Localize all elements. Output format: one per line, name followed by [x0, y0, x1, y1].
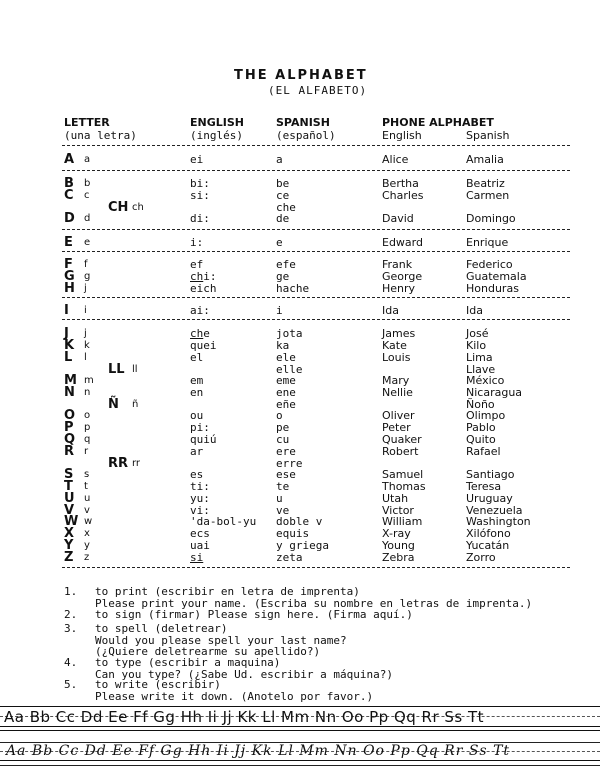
phone-word-spanish: Yucatán	[466, 539, 510, 552]
row-divider	[62, 145, 570, 146]
letter-lowercase: r	[84, 446, 89, 457]
spanish-pronunciation: e	[276, 236, 283, 249]
letter-lowercase: o	[84, 410, 91, 421]
letter-lowercase: b	[84, 178, 91, 189]
spanish-pronunciation: elle	[276, 363, 303, 376]
english-pronunciation: ei	[190, 153, 204, 166]
spanish-pronunciation: cu	[276, 433, 290, 446]
row-divider	[62, 229, 570, 230]
phone-word-english: Kate	[382, 339, 407, 352]
phone-word-english: Bertha	[382, 177, 419, 190]
spanish-pronunciation: zeta	[276, 551, 303, 564]
letter-uppercase: E	[64, 235, 73, 250]
english-pronunciation: en	[190, 386, 204, 399]
phone-word-spanish: Guatemala	[466, 270, 527, 283]
english-pronunciation: quiú	[190, 433, 217, 446]
strip-line	[0, 730, 600, 731]
phone-word-spanish: Carmen	[466, 189, 510, 202]
cursive-letters: Aa Bb Cc Dd Ee Ff Gg Hh Ii Jj Kk Ll Mm Nn Oo Pp Qq Rr Ss Tt	[6, 743, 511, 759]
letter-uppercase: H	[64, 281, 75, 296]
english-pronunciation: di:	[190, 212, 210, 225]
letter-uppercase: Y	[64, 538, 74, 553]
phone-word-spanish: Teresa	[466, 480, 502, 493]
spanish-pronunciation: efe	[276, 258, 296, 271]
english-pronunciation: pi:	[190, 421, 210, 434]
page-title: THE ALPHABET	[234, 68, 368, 83]
row-divider	[62, 297, 570, 298]
header-english: ENGLISH	[190, 116, 244, 129]
english-pronunciation: bi:	[190, 177, 210, 190]
phone-word-spanish: Llave	[466, 363, 496, 376]
phone-word-english: Peter	[382, 421, 411, 434]
spanish-pronunciation: ka	[276, 339, 290, 352]
spanish-pronunciation: ese	[276, 468, 296, 481]
phone-word-spanish: Nicaragua	[466, 386, 523, 399]
phone-word-english: Robert	[382, 445, 419, 458]
english-pronunciation: yu:	[190, 492, 210, 505]
phone-word-english: Edward	[382, 236, 423, 249]
spanish-pronunciation: y griega	[276, 539, 329, 552]
spanish-pronunciation: ce	[276, 189, 290, 202]
print-letters: Aa Bb Cc Dd Ee Ff Gg Hh Ii Jj Kk Ll Mm Nn Oo Pp Qq Rr Ss Tt	[4, 708, 485, 726]
phone-word-english: Victor	[382, 504, 414, 517]
phone-word-english: Alice	[382, 153, 409, 166]
strip-line	[0, 706, 600, 707]
letter-lowercase: e	[84, 237, 91, 248]
letter-uppercase: I	[64, 303, 69, 318]
letter-uppercase: T	[64, 479, 73, 494]
page-subtitle: (EL ALFABETO)	[268, 84, 368, 97]
note-line: to print (escribir en letra de imprenta)	[95, 585, 360, 598]
phone-word-english: David	[382, 212, 414, 225]
row-divider	[62, 170, 570, 171]
letter-uppercase: B	[64, 176, 74, 191]
phone-word-spanish: Federico	[466, 258, 513, 271]
letter-lowercase: y	[84, 540, 90, 551]
phone-word-spanish: Quito	[466, 433, 496, 446]
note-line: to sign (firmar) Please sign here. (Firma aquí.)	[95, 608, 413, 621]
english-pronunciation: si	[190, 551, 204, 564]
letter-lowercase: d	[84, 213, 91, 224]
phone-word-english: Zebra	[382, 551, 415, 564]
letter-lowercase: ll	[132, 364, 138, 375]
header-phone-spanish: Spanish	[466, 129, 510, 142]
letter-lowercase: l	[84, 352, 87, 363]
letter-uppercase: P	[64, 420, 74, 435]
english-pronunciation: es	[190, 468, 204, 481]
letter-uppercase: S	[64, 467, 74, 482]
note-line: Would you please spell your last name?	[95, 633, 347, 647]
english-pronunciation: ou	[190, 409, 204, 422]
letter-lowercase: s	[84, 469, 90, 480]
letter-lowercase: z	[84, 552, 90, 563]
phone-word-spanish: Uruguay	[466, 492, 513, 505]
phone-word-english: Samuel	[382, 468, 424, 481]
note-number: 4.	[64, 656, 78, 669]
header-english-sub: (inglés)	[190, 129, 243, 142]
spanish-pronunciation: te	[276, 480, 290, 493]
note-line: Can you type? (¿Sabe Ud. escribir a máquina?)	[95, 667, 394, 681]
phone-word-spanish: Pablo	[466, 421, 496, 434]
header-letter: LETTER	[64, 116, 110, 129]
letter-lowercase: x	[84, 528, 90, 539]
header-spanish: SPANISH	[276, 116, 330, 129]
spanish-pronunciation: ene	[276, 386, 296, 399]
phone-word-english: Louis	[382, 351, 411, 364]
english-pronunciation: 'da-bol-yu	[190, 515, 257, 528]
row-divider	[62, 251, 570, 252]
phone-word-spanish: Kilo	[466, 339, 487, 352]
phone-word-english: Mary	[382, 374, 410, 387]
note-line: to type (escribir a maquina)	[95, 656, 281, 669]
phone-word-english: Utah	[382, 492, 409, 505]
note-line: (¿Quiere deletrearme su apellido?)	[95, 645, 321, 659]
letter-lowercase: c	[84, 190, 90, 201]
header-phone: PHONE ALPHABET	[382, 116, 494, 129]
phone-word-english: Frank	[382, 258, 413, 271]
phone-word-spanish: Venezuela	[466, 504, 523, 517]
phone-word-spanish: Olimpo	[466, 409, 506, 422]
phone-word-spanish: México	[466, 374, 505, 387]
print-practice-strip	[0, 704, 600, 738]
letter-lowercase: f	[84, 259, 88, 270]
letter-lowercase: rr	[132, 458, 141, 469]
phone-word-english: George	[382, 270, 423, 283]
english-pronunciation: ar	[190, 445, 204, 458]
spanish-pronunciation: eme	[276, 374, 296, 387]
english-pronunciation: eich	[190, 282, 217, 295]
note-number: 3.	[64, 622, 78, 635]
phone-word-spanish: Zorro	[466, 551, 496, 564]
english-pronunciation: el	[190, 351, 204, 364]
spanish-pronunciation: a	[276, 153, 283, 166]
letter-uppercase: Z	[64, 550, 74, 565]
letter-uppercase: X	[64, 526, 75, 541]
phone-word-english: Young	[382, 539, 415, 552]
cursive-practice-strip	[0, 740, 600, 774]
spanish-pronunciation: ere	[276, 445, 296, 458]
row-divider	[62, 319, 570, 320]
english-pronunciation: ai:	[190, 304, 210, 317]
letter-lowercase: t	[84, 481, 88, 492]
english-pronunciation: vi:	[190, 504, 210, 517]
letter-uppercase: U	[64, 491, 75, 506]
english-pronunciation: uai	[190, 539, 210, 552]
spanish-pronunciation: i	[276, 304, 283, 317]
spanish-pronunciation: erre	[276, 457, 303, 470]
letter-lowercase: ch	[132, 202, 144, 213]
spanish-pronunciation: u	[276, 492, 283, 505]
letter-lowercase: j	[84, 328, 87, 339]
phone-word-english: William	[382, 515, 423, 528]
phone-word-spanish: Enrique	[466, 236, 509, 249]
letter-lowercase: ñ	[132, 399, 139, 410]
english-pronunciation: si:	[190, 189, 210, 202]
letter-lowercase: v	[84, 505, 90, 516]
letter-uppercase: CH	[108, 200, 129, 215]
note-line: Please write it down. (Anotelo por favor.)	[95, 689, 374, 703]
note-number: 5.	[64, 678, 78, 691]
strip-line	[0, 726, 600, 727]
phone-word-spanish: Beatriz	[466, 177, 505, 190]
header-spanish-sub: (español)	[276, 129, 336, 142]
letter-uppercase: A	[64, 152, 75, 167]
phone-word-spanish: Washington	[466, 515, 531, 528]
letter-lowercase: p	[84, 422, 91, 433]
letter-uppercase: O	[64, 408, 76, 423]
phone-word-spanish: Lima	[466, 351, 493, 364]
letter-lowercase: w	[84, 516, 93, 527]
spanish-pronunciation: ve	[276, 504, 290, 517]
letter-uppercase: R	[64, 444, 75, 459]
english-pronunciation: em	[190, 374, 204, 387]
spanish-pronunciation: jota	[276, 327, 303, 340]
phone-word-spanish: Santiago	[466, 468, 515, 481]
letter-uppercase: D	[64, 211, 75, 226]
note-number: 1.	[64, 585, 78, 598]
letter-lowercase: u	[84, 493, 91, 504]
phone-word-english: X-ray	[382, 527, 411, 540]
strip-line	[0, 760, 600, 761]
note-line: Please print your name. (Escriba su nombre en letras de imprenta.)	[95, 596, 533, 610]
spanish-pronunciation: hache	[276, 282, 310, 295]
phone-word-english: Charles	[382, 189, 424, 202]
spanish-pronunciation: eñe	[276, 398, 296, 411]
phone-word-spanish: Domingo	[466, 212, 516, 225]
spanish-pronunciation: be	[276, 177, 290, 190]
english-pronunciation: quei	[190, 339, 217, 352]
letter-uppercase: J	[64, 326, 69, 341]
letter-lowercase: k	[84, 340, 90, 351]
spanish-pronunciation: equis	[276, 527, 310, 540]
letter-lowercase: a	[84, 154, 91, 165]
english-pronunciation: ti:	[190, 480, 210, 493]
letter-uppercase: RR	[108, 456, 129, 471]
spanish-pronunciation: de	[276, 212, 290, 225]
letter-uppercase: Ñ	[108, 397, 119, 412]
phone-word-spanish: Amalia	[466, 153, 504, 166]
phone-word-spanish: Ida	[466, 304, 483, 317]
phone-word-spanish: Rafael	[466, 445, 501, 458]
spanish-pronunciation: pe	[276, 421, 290, 434]
phone-word-english: Nellie	[382, 386, 413, 399]
letter-uppercase: C	[64, 188, 74, 203]
letter-lowercase: g	[84, 271, 91, 282]
note-line: to spell (deletrear)	[95, 622, 228, 635]
english-pronunciation: chi:	[190, 270, 217, 283]
letter-uppercase: V	[64, 503, 75, 518]
letter-uppercase: M	[64, 373, 77, 388]
header-letter-sub: (una letra)	[64, 129, 137, 142]
letter-lowercase: n	[84, 387, 91, 398]
letter-lowercase: j	[84, 283, 87, 294]
spanish-pronunciation: doble v	[276, 515, 323, 528]
english-pronunciation: che	[190, 327, 210, 340]
phone-word-english: James	[382, 327, 416, 340]
row-divider	[62, 567, 570, 568]
note-number: 2.	[64, 608, 78, 621]
letter-lowercase: q	[84, 434, 91, 445]
letter-uppercase: F	[64, 257, 73, 272]
strip-line	[0, 765, 600, 766]
english-pronunciation: ef	[190, 258, 204, 271]
phone-word-spanish: José	[466, 327, 489, 340]
phone-word-english: Ida	[382, 304, 399, 317]
phone-word-english: Quaker	[382, 433, 422, 446]
spanish-pronunciation: ele	[276, 351, 296, 364]
phone-word-spanish: Ñoño	[466, 398, 495, 411]
letter-uppercase: Q	[64, 432, 76, 447]
phone-word-english: Henry	[382, 282, 416, 295]
phone-word-english: Oliver	[382, 409, 415, 422]
spanish-pronunciation: ge	[276, 270, 290, 283]
phone-word-spanish: Honduras	[466, 282, 519, 295]
phone-word-english: Thomas	[382, 480, 426, 493]
letter-uppercase: K	[64, 338, 75, 353]
english-pronunciation: ecs	[190, 527, 210, 540]
spanish-pronunciation: che	[276, 201, 296, 214]
phone-word-spanish: Xilófono	[466, 527, 511, 540]
letter-uppercase: G	[64, 269, 75, 284]
letter-uppercase: N	[64, 385, 75, 400]
letter-uppercase: LL	[108, 362, 125, 377]
letter-uppercase: L	[64, 350, 73, 365]
spanish-pronunciation: o	[276, 409, 283, 422]
letter-lowercase: m	[84, 375, 94, 386]
letter-lowercase: i	[84, 305, 87, 316]
english-pronunciation: i:	[190, 236, 204, 249]
header-phone-english: English	[382, 129, 422, 142]
letter-uppercase: W	[64, 514, 79, 529]
note-line: to write (escribir)	[95, 678, 221, 691]
